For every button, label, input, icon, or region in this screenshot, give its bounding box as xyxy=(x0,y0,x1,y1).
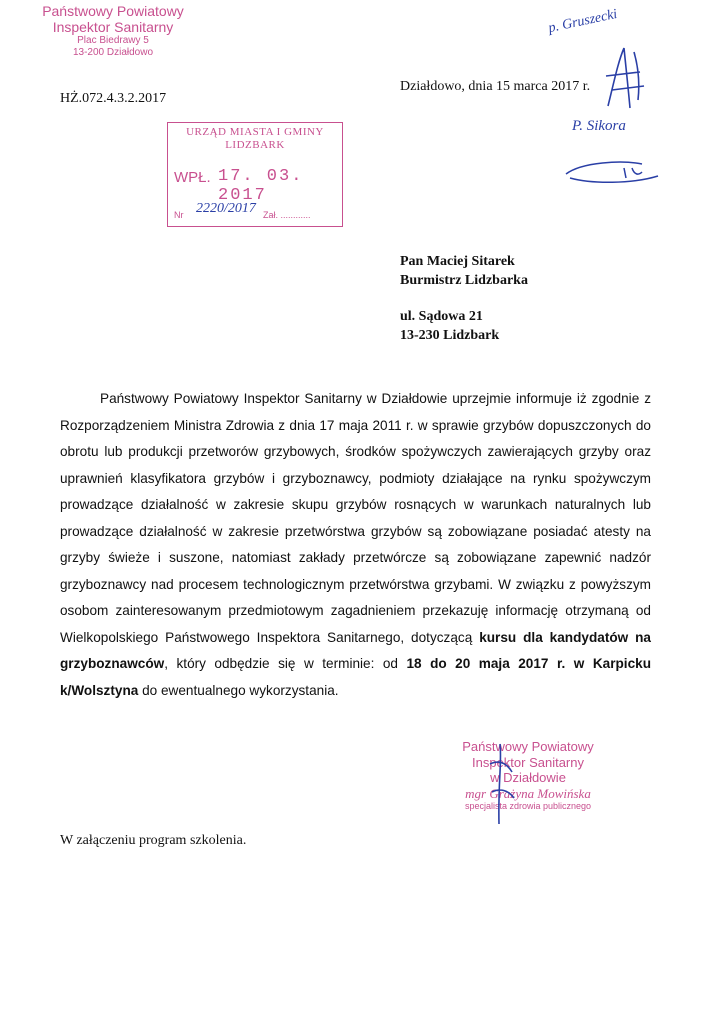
addressee-street: ul. Sądowa 21 xyxy=(400,309,483,324)
receipt-stamp xyxy=(167,122,343,227)
signature-stamp-line2: Inspektor Sanitarny xyxy=(471,754,584,770)
received-label: WPŁ. xyxy=(174,169,211,186)
handwritten-note-sikora: P. Sikora xyxy=(572,118,626,134)
sender-stamp-line3: Plac Biedrawy 5 xyxy=(77,35,149,47)
attachments-label: Zał. ............ xyxy=(263,210,311,220)
sender-stamp-line1: Państwowy Powiatowy xyxy=(42,3,184,19)
body-part3: do ewentualnego wykorzystania. xyxy=(138,682,339,698)
received-date: 17. 03. 2017 xyxy=(218,167,304,205)
number-value: 2220/2017 xyxy=(196,201,256,216)
handwritten-initials-icon xyxy=(562,154,662,190)
initials-signature-icon xyxy=(600,42,650,112)
addressee-postal-city: 13-230 Lidzbark xyxy=(400,328,500,343)
signature-icon xyxy=(484,742,518,826)
handwritten-note-recipient: p. Gruszecki xyxy=(547,6,619,37)
sender-stamp xyxy=(38,4,188,58)
signature-stamp xyxy=(443,739,613,812)
addressee-name: Pan Maciej Sitarek xyxy=(400,254,515,269)
place-date: Działdowo, dnia 15 marca 2017 r. xyxy=(400,79,591,94)
body-course-dates: 18 do 20 maja 2017 r. w Karpicku k/Wolsztyna xyxy=(60,656,652,698)
sender-stamp-line2: Inspektor Sanitarny xyxy=(52,18,174,35)
body-course-name: kursu dla kandydatów na grzyboznawców xyxy=(60,629,651,671)
reference-number: HŻ.072.4.3.2.2017 xyxy=(60,91,167,106)
signature-stamp-name: mgr Grażyna Mowińska xyxy=(465,785,591,801)
addressee-block xyxy=(400,252,528,345)
signature-stamp-line1: Państwowy Powiatowy xyxy=(462,739,594,754)
attachment-note: W załączeniu program szkolenia. xyxy=(60,833,247,848)
receipt-stamp-header-line2: LIDZBARK xyxy=(225,139,285,152)
number-label: Nr xyxy=(174,210,184,220)
signature-stamp-role: specjalista zdrowia publicznego xyxy=(464,801,592,812)
body-part2: , który odbędzie się w terminie: od xyxy=(164,656,407,671)
sender-stamp-line4: 13-200 Działdowo xyxy=(72,46,154,58)
body-part1: Państwowy Powiatowy Inspektor Sanitarny w Działdowie uprzejmie informuje iż zgodnie z Rozporządzeniem Ministra Zdrowia z dnia 17 maja 2011 r. w sprawie grzybów dopuszczonych do obrotu lub produkcji przetworów grzybowych, środków spożywczych zawierających grzyby oraz uprawnień klasyfikatora grzybów i grzyboznawcy, podmioty działające na rynku spożywczym prowadzące działalność w zakresie skupu grzybów rosnących w warunkach naturalnych lub prowadzące działalność w zakresie przetwórstwa grzybów są zobowiązane posiadać atesty na grzyby świeże i suszone, natomiast zakłady przetwórcze są zobowiązane zapewnić nadzór grzyboznawcy nad procesem technologicznym przetwórstwa grzybami. W związku z powyższym osobom zainteresowanym przedmiotowym zagadnieniem przekazuję informację otrzymaną od Wielkopolskiego Państwowego Inspektora Sanitarnego, dotyczącą xyxy=(60,391,651,645)
receipt-stamp-header-line1: URZĄD MIASTA I GMINY xyxy=(186,126,324,138)
letter-body xyxy=(60,386,651,704)
receipt-stamp-header xyxy=(168,126,342,152)
signature-stamp-line3: w Działdowie xyxy=(490,770,566,786)
addressee-title: Burmistrz Lidzbarka xyxy=(400,273,528,288)
